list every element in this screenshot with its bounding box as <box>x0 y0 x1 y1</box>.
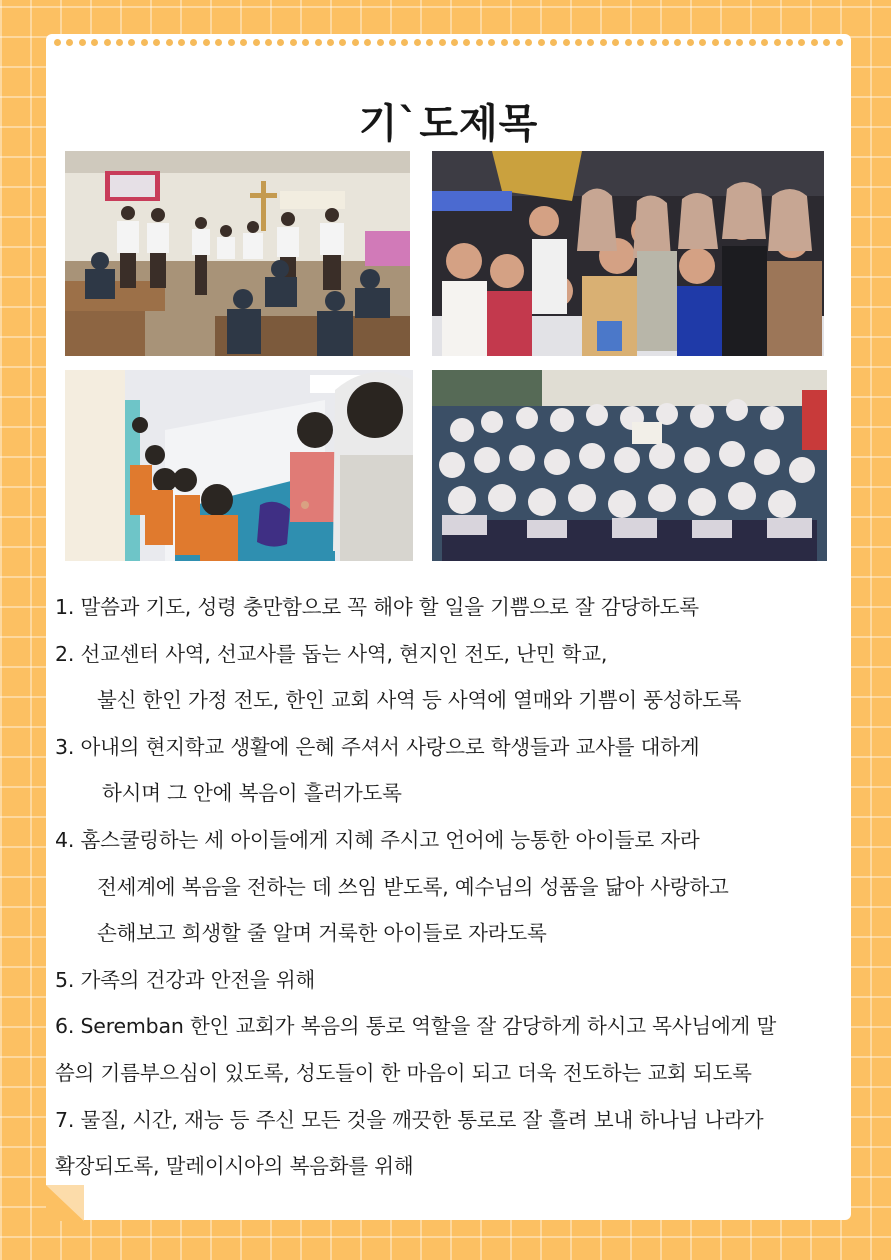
border-dot <box>587 39 594 46</box>
border-dot <box>91 39 98 46</box>
prayer-line: 5. 가족의 건강과 안전을 위해 <box>55 967 316 992</box>
border-dot <box>54 39 61 46</box>
border-dot <box>712 39 719 46</box>
border-dot <box>190 39 197 46</box>
prayer-line: 7. 물질, 시간, 재능 등 주신 모든 것을 깨끗한 통로로 잘 흘려 보내 하나님 나라가 <box>55 1107 764 1132</box>
prayer-item-1 <box>55 584 859 631</box>
border-dot <box>414 39 421 46</box>
border-dot <box>228 39 235 46</box>
prayer-item-4 <box>55 817 859 957</box>
border-dot <box>203 39 210 46</box>
prayer-line: 씀의 기름부으심이 있도록, 성도들이 한 마음이 되고 더욱 전도하는 교회 되도록 <box>55 1060 752 1085</box>
prayer-item-2 <box>55 631 859 724</box>
border-dot <box>687 39 694 46</box>
prayer-line: 손해보고 희생할 줄 알며 거룩한 아이들로 자라도록 <box>97 921 547 946</box>
border-dot <box>811 39 818 46</box>
prayer-line: 4. 홈스쿨링하는 세 아이들에게 지혜 주시고 언어에 능통한 아이들로 자라 <box>55 827 700 852</box>
border-dot <box>525 39 532 46</box>
border-dot <box>798 39 805 46</box>
fellowship-group-photo <box>432 151 824 356</box>
border-dot <box>79 39 86 46</box>
border-dot <box>141 39 148 46</box>
border-dot <box>451 39 458 46</box>
border-dot <box>253 39 260 46</box>
border-dot <box>836 39 843 46</box>
border-dot <box>612 39 619 46</box>
border-dot <box>277 39 284 46</box>
border-dot <box>302 39 309 46</box>
prayer-line: 확장되도록, 말레이시아의 복음화를 위해 <box>55 1154 414 1179</box>
border-dot <box>290 39 297 46</box>
prayer-line: 하시며 그 안에 복음이 흘러가도록 <box>102 781 402 806</box>
prayer-item-3 <box>55 724 859 817</box>
border-dot <box>128 39 135 46</box>
border-dot <box>401 39 408 46</box>
prayer-line: 1. 말씀과 기도, 성령 충만함으로 꼭 해야 할 일을 기쁨으로 잘 감당하도록 <box>55 595 699 619</box>
border-dot <box>600 39 607 46</box>
children-gift-line-photo <box>65 370 413 561</box>
prayer-item-7 <box>55 1097 859 1190</box>
border-dot <box>761 39 768 46</box>
border-dot <box>513 39 520 46</box>
border-dot <box>575 39 582 46</box>
prayer-line: 전세계에 복음을 전하는 데 쓰임 받도록, 예수님의 성품을 닮아 사랑하고 <box>97 874 729 899</box>
border-dot <box>352 39 359 46</box>
border-dot <box>240 39 247 46</box>
border-dot <box>315 39 322 46</box>
prayer-line: 3. 아내의 현지학교 생활에 은혜 주셔서 사랑으로 학생들과 교사를 대하게 <box>55 734 700 759</box>
border-dot <box>339 39 346 46</box>
border-dot <box>153 39 160 46</box>
prayer-line: 불신 한인 가정 전도, 한인 교회 사역 등 사역에 열매와 기쁨이 풍성하도록 <box>97 688 742 713</box>
prayer-line: 6. Seremban 한인 교회가 복음의 통로 역할을 잘 감당하게 하시고 목사님에게 말 <box>55 1014 777 1039</box>
border-dot <box>215 39 222 46</box>
prayer-item-6 <box>55 1003 859 1096</box>
border-dot <box>178 39 185 46</box>
page-fold-corner <box>46 1185 84 1221</box>
border-dot <box>724 39 731 46</box>
card-dot-border <box>54 39 843 45</box>
border-dot <box>538 39 545 46</box>
prayer-list <box>55 584 859 1190</box>
border-dot <box>563 39 570 46</box>
border-dot <box>389 39 396 46</box>
border-dot <box>786 39 793 46</box>
school-students-group-photo <box>432 370 827 561</box>
border-dot <box>104 39 111 46</box>
border-dot <box>426 39 433 46</box>
border-dot <box>749 39 756 46</box>
border-dot <box>377 39 384 46</box>
border-dot <box>501 39 508 46</box>
border-dot <box>625 39 632 46</box>
border-dot <box>476 39 483 46</box>
border-dot <box>699 39 706 46</box>
border-dot <box>488 39 495 46</box>
border-dot <box>265 39 272 46</box>
border-dot <box>364 39 371 46</box>
border-dot <box>166 39 173 46</box>
border-dot <box>662 39 669 46</box>
border-dot <box>66 39 73 46</box>
border-dot <box>823 39 830 46</box>
border-dot <box>736 39 743 46</box>
prayer-line: 2. 선교센터 사역, 선교사를 돕는 사역, 현지인 전도, 난민 학교, <box>55 641 608 666</box>
border-dot <box>674 39 681 46</box>
border-dot <box>327 39 334 46</box>
border-dot <box>116 39 123 46</box>
border-dot <box>650 39 657 46</box>
border-dot <box>774 39 781 46</box>
border-dot <box>463 39 470 46</box>
border-dot <box>439 39 446 46</box>
border-dot <box>637 39 644 46</box>
page-title: 기`도제목 <box>358 101 539 147</box>
prayer-item-5 <box>55 957 859 1004</box>
border-dot <box>550 39 557 46</box>
church-worship-team-photo <box>65 151 410 356</box>
